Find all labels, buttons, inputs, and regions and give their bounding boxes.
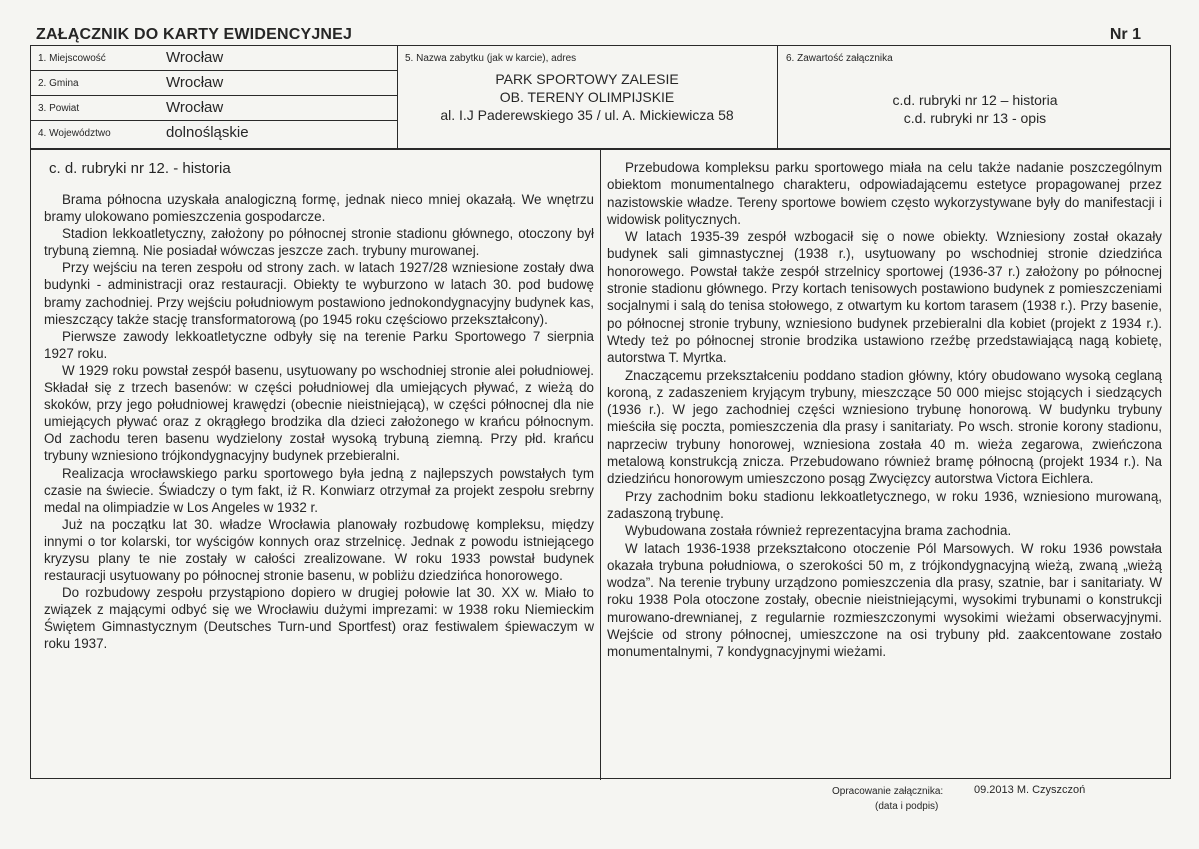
paragraph: Przebudowa kompleksu parku sportowego miała na celu także nadanie poszczególnym obiektom monumentalnego charakteru, odpowiadającemu estetyce propagowanej przez nazistowskie władze. Tereny sportowe bowiem często wykorzystywane były do manifestacji i widowisk politycznych. xyxy=(607,160,1162,227)
document-title: ZAŁĄCZNIK DO KARTY EWIDENCYJNEJ xyxy=(36,26,353,43)
attachment-content-line: c.d. rubryki nr 13 - opis xyxy=(903,110,1047,126)
paragraph: W 1929 roku powstał zespół basenu, usytuowany po wschodniej stronie alei południowej. Składał się z trzech basenów: w części południowej dla umiejących pływać, z wieżą do skoków, przy jego południowej krawędzi (obecnie nieistniejącą), w części północnej dla nie umiejących pływać oraz z okrągłego brodzika dla dzieci założonego w krańcu północnym. Od zachodu teren basenu wydzielony został wysoką trybuną ziemną. Przy płd. krańcu trybuny wzniesiono trójkondygnacyjny budynek przebieralni. xyxy=(44,362,594,464)
paragraph: Już na początku lat 30. władze Wrocławia planowały rozbudowę kompleksu, między innymi o tor kolarski, tor wyścigów konnych oraz strzelnicę. Jednak z powodu istniejącego kryzysu plany te nie zostały w całości zrealizowane. W roku 1933 powstał budynek restauracji usytuowany po północnej stronie basenu, w pobliżu dziedzińca honorowego. xyxy=(44,516,594,584)
right-column xyxy=(607,159,1162,661)
footer-author-date: 09.2013 M. Czyszczoń xyxy=(974,784,1086,796)
paragraph: Do rozbudowy zespołu przystąpiono dopiero w drugiej połowie lat 30. XX w. Miało to związek z mającymi odbyć się we Wrocławiu dużymi imprezami: w 1938 roku Niemieckim Świętem Gimnastycznym (Deutsches Turn-und Sportfest) oraz festiwalem śpiewaczym w roku 1937. xyxy=(44,585,594,652)
location-row-miejscowosc xyxy=(31,46,397,71)
attachment-content-label: 6. Zawartość załącznika xyxy=(786,53,893,64)
location-value: Wrocław xyxy=(166,49,224,66)
paragraph: Wybudowana została również reprezentacyjna brama zachodnia. xyxy=(625,523,1012,539)
left-column xyxy=(44,160,594,653)
location-label: 4. Województwo xyxy=(38,128,111,139)
section-heading: c. d. rubryki nr 12. - historia xyxy=(49,160,231,177)
paragraph: Pierwsze zawody lekkoatletyczne odbyły się na terenie Parku Sportowego 7 sierpnia 1927 roku. xyxy=(44,328,594,361)
location-row-powiat xyxy=(31,96,397,121)
location-value: Wrocław xyxy=(166,74,224,91)
paragraph: Znaczącemu przekształceniu poddano stadion główny, który obudowano wysoką ceglaną koroną, z zadaszeniem kryjącym trybuny, mieszczące 50 000 miejsc stojących i siedzących (1936 r.). W jego zachodniej części wzniesiono trybunę honorową. W budynku trybuny mieściła się poczta, pomieszczenia dla prasy i sanitariaty. Po wsch. stronie korony stadionu, naprzeciw trybuny honorowej, wzniesiona została 40 m. wieża zegarowa, zwieńczona metalową konstrukcją znicza. Przebudowano również bramę północną (projekt 1934 r.). Na dziedzińcu honorowym umieszczono posąg Zwycięzcy autorstwa Victora Eichlera. xyxy=(607,367,1162,487)
paragraph: Przy wejściu na teren zespołu od strony zach. w latach 1927/28 wzniesione zostały dwa budynki - administracji oraz restauracji. Obiekty te wyburzono w latach 30. pod budowę bramy zachodniej. Przy wejściu południowym postawiono jednokondygnacyjny budynek kas, mieszczący także stację transformatorową (po 1945 roku częściowo przekształcony). xyxy=(44,260,594,327)
location-row-gmina xyxy=(31,71,397,96)
monument-name-line: PARK SPORTOWY ZALESIE xyxy=(495,71,679,87)
footer-note: (data i podpis) xyxy=(875,801,939,812)
paragraph: W latach 1936-1938 przekształcono otoczenie Pól Marsowych. W roku 1936 powstała okazała trybuna południowa, o szerokości 50 m, z trójkondygnacyjną wieżą, zwaną „wieżą wodza”. Na terenie trybuny urządzono pomieszczenia dla prasy, szatnie, bar i sanitariaty. W roku 1938 Pola otoczone zostały, obecnie nieistniejącymi, wysokimi trybunami o konstrukcji murowano-drewnianej, z regularnie rozmieszczonymi wysokimi wieżami obserwacyjnymi. Wejście od strony północnej, umieszczone na osi trybuny płd. zaakcentowane zostało monumentalnymi, 7 kondygnacyjnymi wieżami. xyxy=(607,540,1162,660)
attachment-content-line: c.d. rubryki nr 12 – historia xyxy=(892,92,1058,108)
monument-name-cell xyxy=(397,46,778,148)
paragraph: Przy zachodnim boku stadionu lekkoatletycznego, w roku 1936, wzniesiono murowaną, zadaszoną trybunę. xyxy=(607,488,1162,521)
location-label: 2. Gmina xyxy=(38,78,79,89)
paragraph: Realizacja wrocławskiego parku sportowego była jedną z najlepszych powstałych tym czasie na świecie. Świadczy o tym fakt, iż R. Konwiarz otrzymał za projekt zespołu srebrny medal na olimpiadzie w Los Angeles w 1932 r. xyxy=(44,465,594,515)
location-value: dolnośląskie xyxy=(166,124,249,141)
column-divider xyxy=(600,150,601,780)
location-label: 1. Miejscowość xyxy=(38,53,106,64)
monument-address-line: al. I.J Paderewskiego 35 / ul. A. Mickiewicza 58 xyxy=(440,107,734,123)
form-frame xyxy=(30,45,1171,779)
paragraph: Stadion lekkoatletyczny, założony po północnej stronie stadionu głównego, otoczony był trybuną ziemną. Nie posiadał wówczas jeszcze zach. trybuny murowanej. xyxy=(44,226,594,259)
monument-label: 5. Nazwa zabytku (jak w karcie), adres xyxy=(405,53,577,64)
paragraph: Brama północna uzyskała analogiczną formę, jednak nieco mniej okazałą. We wnętrzu bramy ulokowano pomieszczenia gospodarcze. xyxy=(44,192,594,225)
location-label: 3. Powiat xyxy=(38,103,80,114)
location-row-wojewodztwo xyxy=(31,121,397,146)
footer-label: Opracowanie załącznika: xyxy=(832,786,944,797)
paragraph: W latach 1935-39 zespół wzbogacił się o nowe obiekty. Wzniesiony został okazały budynek sali gimnastycznej (1938 r.), usytuowany po wschodniej stronie dziedzińca honorowego. Powstał także zespół strzelnicy sportowej (1936-37 r.) założony po północnej stronie stadionu głównego. Przy kortach tenisowych postawiono budynek z pomieszczeniami socjalnymi i salą do tenisa stołowego, z otwartym ku kortom tarasem (1938 r.). Przy basenie, po północnej stronie trybuny, wzniesiono budynek przebieralni dla kobiet (projekt z 1934 r.). Wtedy też po północnej stronie brodzika ustawiono rzeźbę przedstawiającą nagą kobietę, autorstwa T. Myrtka. xyxy=(607,229,1162,366)
header-row xyxy=(31,46,1170,150)
monument-name-line: OB. TERENY OLIMPIJSKIE xyxy=(499,89,675,105)
location-value: Wrocław xyxy=(166,99,224,116)
document-number: Nr 1 xyxy=(1109,26,1141,43)
attachment-content-cell xyxy=(778,46,1172,148)
location-table xyxy=(31,46,398,148)
